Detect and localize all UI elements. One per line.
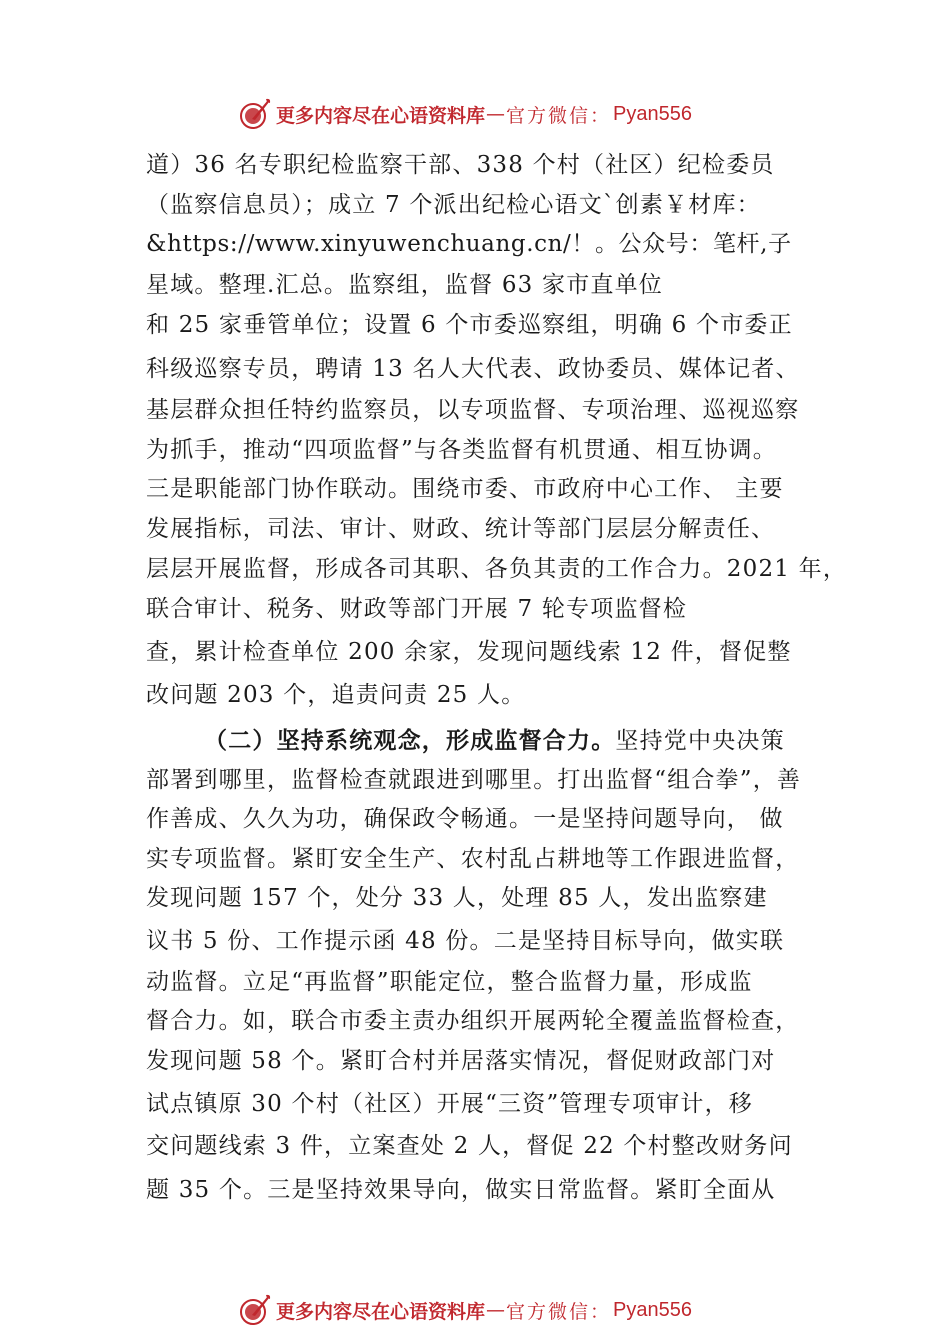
banner-official-label: 官方微信：: [506, 1300, 612, 1323]
footer-banner: [238, 1292, 758, 1328]
section-line: 动监督。立足“再监督”职能定位，整合监督力量，形成监: [146, 969, 753, 995]
section-line: 实专项监督。紧盯安全生产、农村乱占耕地等工作跟进监督，: [146, 846, 800, 872]
body-line: 为抓手，推动“四项监督”与各类监督有机贯通、相互协调。: [146, 437, 777, 463]
banner-official-label: 官方微信：: [506, 104, 612, 127]
body-line: 层层开展监督，形成各司其职、各负其责的工作合力。2021 年，: [146, 556, 848, 582]
section-line: 发现问题 58 个。紧盯合村并居落实情况，督促财政部门对: [146, 1048, 776, 1074]
body-line: （监察信息员）；成立 7 个派出纪检心语文`创素￥材库：: [146, 192, 761, 218]
body-line: 道）36 名专职纪检监察干部、338 个村（社区）纪检委员: [146, 152, 775, 178]
body-line: &https://www.xinyuwenchuang.cn/！。公众号：笔杆,子: [146, 231, 792, 257]
section-line: 作善成、久久为功，确保政令畅通。一是坚持问题导向， 做: [146, 806, 784, 832]
section-line: 发现问题 157 个，处分 33 人，处理 85 人，发出监察建: [146, 885, 768, 911]
banner-brand-text: 更多内容尽在心语资料库: [276, 1300, 486, 1323]
body-line: 和 25 家垂管单位；设置 6 个市委巡察组，明确 6 个市委正: [146, 312, 793, 338]
section-line: 交问题线索 3 件，立案查处 2 人，督促 22 个村整改财务问: [146, 1133, 793, 1159]
quill-pen-logo-icon: [238, 1293, 272, 1327]
body-line: 联合审计、税务、财政等部门开展 7 轮专项监督检: [146, 596, 688, 622]
body-line: 星域。整理.汇总。监察组，监督 63 家市直单位: [146, 272, 663, 298]
section-first-line: [204, 726, 785, 756]
body-line: 科级巡察专员，聘请 13 名人大代表、政协委员、媒体记者、: [146, 356, 800, 382]
banner-wechat-id: Pyan556: [613, 102, 692, 125]
section-line: 部署到哪里，监督检查就跟进到哪里。打出监督“组合拳”，善: [146, 767, 802, 793]
section-line: 试点镇原 30 个村（社区）开展“三资”管理专项审计，移: [146, 1091, 754, 1117]
section-line: 题 35 个。三是坚持效果导向，做实日常监督。紧盯全面从: [146, 1177, 776, 1203]
section-line: 议书 5 份、工作提示函 48 份。二是坚持目标导向，做实联: [146, 928, 785, 954]
banner-brand-text: 更多内容尽在心语资料库: [276, 104, 486, 127]
body-line: 改问题 203 个，追责问责 25 人。: [146, 682, 526, 708]
banner-wechat-id: Pyan556: [613, 1298, 692, 1321]
body-line: 发展指标，司法、审计、财政、统计等部门层层分解责任、: [146, 516, 776, 542]
body-line: 查，累计检查单位 200 余家，发现问题线索 12 件，督促整: [146, 639, 792, 665]
section-line: 督合力。如，联合市委主责办组织开展两轮全覆盖监督检查，: [146, 1008, 800, 1034]
banner-separator: —: [486, 103, 506, 125]
body-line: 三是职能部门协作联动。围绕市委、市政府中心工作、 主要: [146, 476, 784, 502]
quill-pen-logo-icon: [238, 97, 272, 131]
header-banner: [238, 96, 758, 132]
section-first-line-rest: 坚持党中央决策: [615, 728, 785, 754]
section-heading: （二）坚持系统观念，形成监督合力。: [204, 727, 616, 754]
body-line: 基层群众担任特约监察员，以专项监督、专项治理、巡视巡察: [146, 397, 800, 423]
banner-separator: —: [486, 1299, 506, 1321]
